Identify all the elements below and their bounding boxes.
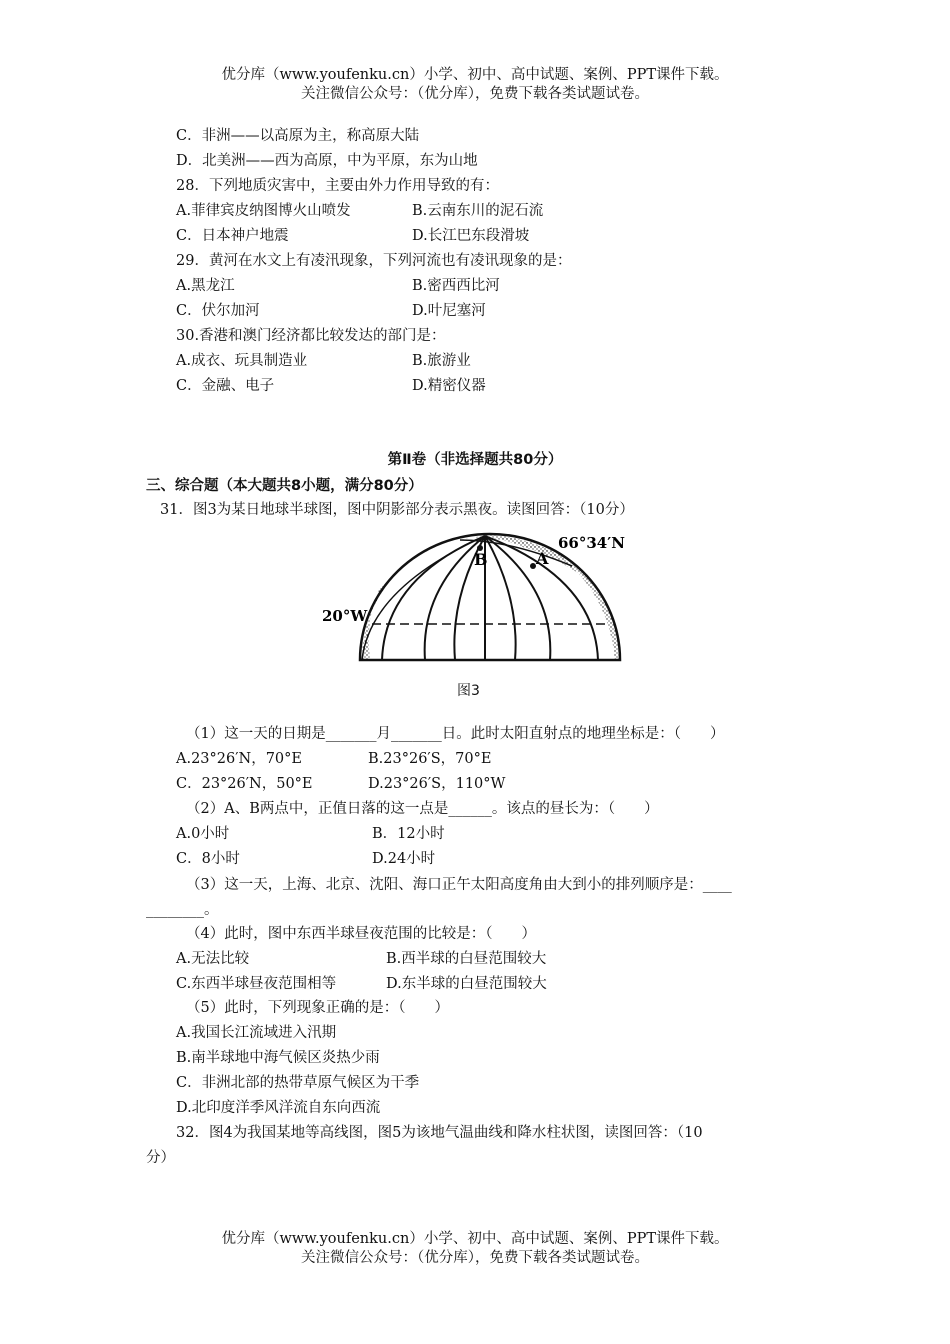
label-a: A xyxy=(536,549,549,568)
meridian xyxy=(382,536,485,660)
q28-options-row-2 xyxy=(176,226,876,246)
q29-stem: 29．黄河在水文上有凌汛现象，下列河流也有凌讯现象的是： xyxy=(176,253,572,269)
q31-sub-1: （1）这一天的日期是_______月_______日。此时太阳直射点的地理坐标是：（ ） xyxy=(186,726,725,742)
page-footer xyxy=(0,1230,950,1268)
q27-option-d: D．北美洲——西为高原，中为平原，东为山地 xyxy=(176,153,478,169)
q29-option-b: B.密西西比河 xyxy=(412,278,500,294)
q31-sub-2-option-a: A.0小时 xyxy=(176,826,230,842)
q31-sub-1-option-c: C．23°26′N，50°E xyxy=(176,776,313,792)
footer-line-2: 关注微信公众号：（优分库），免费下载各类试题试卷。 xyxy=(301,1250,649,1266)
q31-sub-5-option-d: D.北印度洋季风洋流自东向西流 xyxy=(176,1100,381,1116)
q31-sub-1-option-b: B.23°26′S，70°E xyxy=(368,751,492,767)
q30-option-c: C．金融、电子 xyxy=(176,378,275,394)
q31-sub-1-option-d: D.23°26′S，110°W xyxy=(368,776,506,792)
q27-option-c: C．非洲——以高原为主，称高原大陆 xyxy=(176,128,420,144)
q28-option-c: C．日本神户地震 xyxy=(176,228,289,244)
label-latitude: 66°34′N xyxy=(558,534,625,552)
q28-option-b: B.云南东川的泥石流 xyxy=(412,203,544,219)
q31-sub-4-row-2 xyxy=(176,974,876,994)
q31-sub-2-option-c: C．8小时 xyxy=(176,851,240,867)
q29-option-d: D.叶尼塞河 xyxy=(412,303,486,319)
q28-option-a: A.菲律宾皮纳图博火山喷发 xyxy=(176,203,351,219)
q29-options-row-2 xyxy=(176,301,876,321)
q31-sub-4-option-c: C.东西半球昼夜范围相等 xyxy=(176,976,337,992)
q28-stem: 28．下列地质灾害中，主要由外力作用导致的有： xyxy=(176,178,499,194)
q31-sub-5-option-c: C．非洲北部的热带草原气候区为干季 xyxy=(176,1075,420,1091)
header-line-2: 关注微信公众号：（优分库），免费下载各类试题试卷。 xyxy=(301,86,649,102)
q31-sub-3: （3）这一天，上海、北京、沈阳、海口正午太阳高度角由大到小的排列顺序是：____ xyxy=(186,877,732,893)
q28-option-d: D.长江巴东段滑坡 xyxy=(412,228,530,244)
q31-sub-3-cont: ________。 xyxy=(146,902,219,918)
q31-sub-5-option-a: A.我国长江流域进入汛期 xyxy=(176,1025,337,1041)
footer-line-1: 优分库（www.youfenku.cn）小学、初中、高中试题、案例、PPT课件下载。 xyxy=(221,1231,729,1247)
q31-sub-4-row-1 xyxy=(176,949,876,969)
q31-stem: 31．图3为某日地球半球图，图中阴影部分表示黑夜。读图回答：（10分） xyxy=(160,502,634,518)
q30-option-d: D.精密仪器 xyxy=(412,378,486,394)
q31-sub-4: （4）此时，图中东西半球昼夜范围的比较是：（ ） xyxy=(186,926,536,942)
hemisphere-figure xyxy=(310,518,640,668)
q31-sub-1-row-2 xyxy=(176,774,876,794)
page-header xyxy=(0,66,950,104)
q32-stem: 32．图4为我国某地等高线图，图5为该地气温曲线和降水柱状图，读图回答：（10 xyxy=(176,1125,703,1141)
q30-options-row-2 xyxy=(176,376,876,396)
q31-sub-2-option-d: D.24小时 xyxy=(372,851,436,867)
q31-sub-2-row-2 xyxy=(176,849,876,869)
q31-sub-4-option-b: B.西半球的白昼范围较大 xyxy=(386,951,547,967)
figure-3-caption: 图3 xyxy=(457,683,480,699)
part2-title: 第Ⅱ卷（非选择题共80分） xyxy=(387,452,563,468)
q32-stem-cont: 分） xyxy=(146,1150,175,1166)
q31-sub-4-option-a: A.无法比较 xyxy=(176,951,250,967)
label-longitude: 20°W xyxy=(322,607,368,625)
q30-option-a: A.成衣、玩具制造业 xyxy=(176,353,308,369)
hemisphere-outline xyxy=(360,534,620,660)
q30-stem: 30.香港和澳门经济都比较发达的部门是： xyxy=(176,328,446,344)
q31-sub-2-option-b: B．12小时 xyxy=(372,826,445,842)
q31-sub-2: （2）A、B两点中，正值日落的这一点是______。该点的昼长为：（ ） xyxy=(186,801,659,817)
header-line-1: 优分库（www.youfenku.cn）小学、初中、高中试题、案例、PPT课件下载。 xyxy=(221,67,729,83)
q30-options-row-1 xyxy=(176,351,876,371)
label-b: B xyxy=(474,550,488,569)
q31-sub-1-option-a: A.23°26′N，70°E xyxy=(176,751,302,767)
section3-title: 三、综合题（本大题共8小题，满分80分） xyxy=(146,478,423,494)
q29-option-c: C．伏尔加河 xyxy=(176,303,260,319)
q29-option-a: A.黑龙江 xyxy=(176,278,235,294)
q28-options-row-1 xyxy=(176,201,876,221)
meridian xyxy=(485,536,516,660)
q31-sub-1-row-1 xyxy=(176,749,876,769)
terminator-line xyxy=(362,536,485,660)
q31-sub-4-option-d: D.东半球的白昼范围较大 xyxy=(386,976,547,992)
q29-options-row-1 xyxy=(176,276,876,296)
q31-sub-5-option-b: B.南半球地中海气候区炎热少雨 xyxy=(176,1050,380,1066)
q31-sub-2-row-1 xyxy=(176,824,876,844)
q30-option-b: B.旅游业 xyxy=(412,353,471,369)
q31-sub-5: （5）此时，下列现象正确的是：（ ） xyxy=(186,1000,449,1016)
